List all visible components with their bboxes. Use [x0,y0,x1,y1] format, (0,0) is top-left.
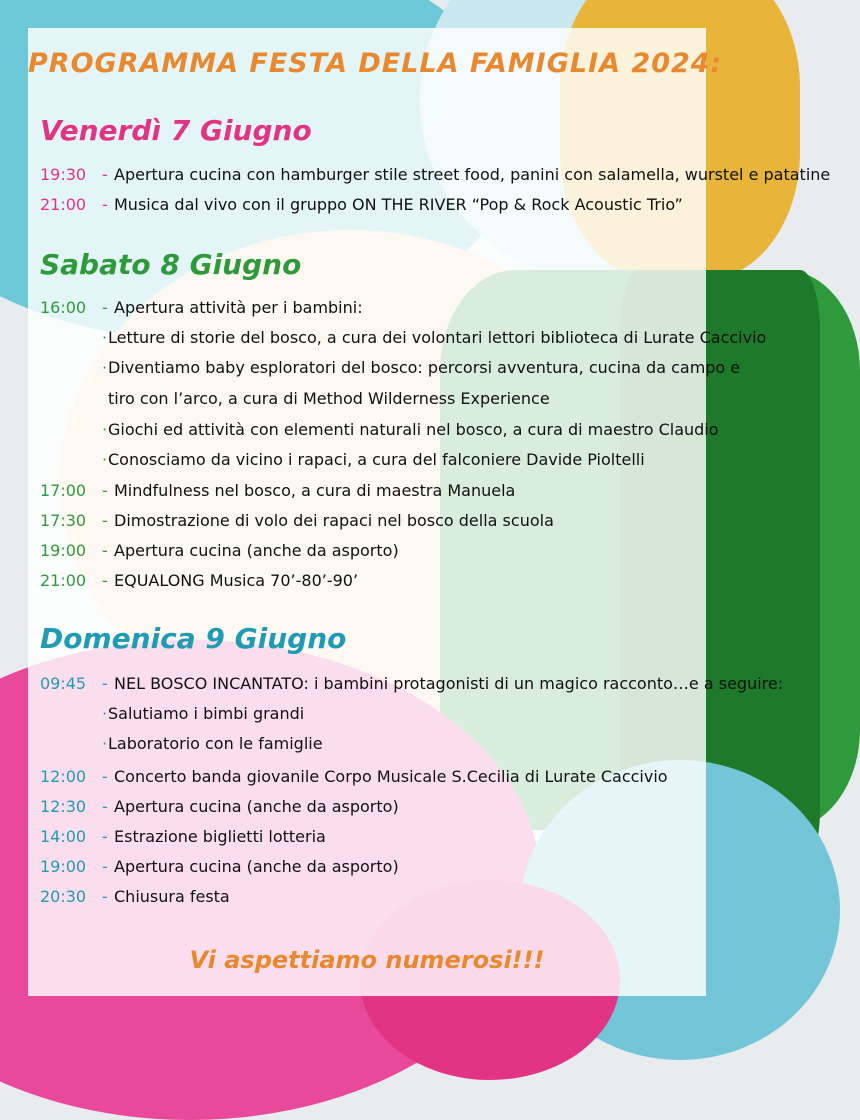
time-label: 21:00 [40,195,87,214]
schedule-row [40,887,230,907]
dash-separator: - [102,887,108,906]
dash-separator: - [102,827,108,846]
sub-item-text: Diventiamo baby esploratori del bosco: percorsi avventura, cucina da campo e [108,358,741,377]
event-text: Apertura cucina (anche da asporto) [114,797,399,816]
sub-item-text: Giochi ed attività con elementi naturali nel bosco, a cura di maestro Claudio [108,420,719,439]
sub-item [102,450,645,470]
sub-item-text: Conosciamo da vicino i rapaci, a cura del falconiere Davide Pioltelli [108,450,645,469]
bullet: · [102,328,108,347]
schedule-row [40,797,399,817]
schedule-row [40,767,668,787]
time-label: 17:30 [40,511,87,530]
page-title: PROGRAMMA FESTA DELLA FAMIGLIA 2024: [28,48,723,79]
time-label: 12:00 [40,767,87,786]
schedule-row [40,298,363,318]
dash-separator: - [102,674,108,693]
sub-item-text: Letture di storie del bosco, a cura dei volontari lettori biblioteca di Lurate Caccivio [108,328,767,347]
dash-separator: - [102,165,108,184]
day-heading-saturday: Sabato 8 Giugno [40,248,302,281]
dash-separator: - [102,298,108,317]
event-text: Mindfulness nel bosco, a cura di maestra Manuela [114,481,516,500]
time-label: 09:45 [40,674,87,693]
time-label: 12:30 [40,797,87,816]
time-label: 21:00 [40,571,87,590]
sub-item-text: Salutiamo i bimbi grandi [108,704,305,723]
dash-separator: - [102,481,108,500]
sub-item [102,328,766,348]
event-text: Apertura cucina con hamburger stile street food, panini con salamella, wurstel e patatine [114,165,831,184]
closing-message: Vi aspettiamo numerosi!!! [189,946,545,974]
schedule-row [40,541,399,561]
sub-item [102,358,740,378]
bullet: · [102,704,108,723]
bullet: · [102,420,108,439]
sub-item-continuation: tiro con l’arco, a cura di Method Wilderness Experience [108,389,550,408]
event-text: Apertura cucina (anche da asporto) [114,541,399,560]
sub-item [102,734,323,754]
dash-separator: - [102,511,108,530]
event-text: Dimostrazione di volo dei rapaci nel bosco della scuola [114,511,554,530]
dash-separator: - [102,541,108,560]
event-text: Chiusura festa [114,887,230,906]
event-text: NEL BOSCO INCANTATO: i bambini protagonisti di un magico racconto…e a seguire: [114,674,784,693]
time-label: 14:00 [40,827,87,846]
schedule-row [40,571,358,591]
schedule-row [40,857,399,877]
event-text: Apertura cucina (anche da asporto) [114,857,399,876]
bullet: · [102,358,108,377]
dash-separator: - [102,571,108,590]
time-label: 19:00 [40,541,87,560]
sub-item [102,420,719,440]
schedule-row [40,674,783,694]
schedule-row [40,195,683,215]
time-label: 19:30 [40,165,87,184]
dash-separator: - [102,797,108,816]
dash-separator: - [102,195,108,214]
time-label: 16:00 [40,298,87,317]
event-text: Apertura attività per i bambini: [114,298,363,317]
time-label: 17:00 [40,481,87,500]
bullet: · [102,450,108,469]
bullet: · [102,734,108,753]
sub-item [102,704,304,724]
schedule-row [40,827,326,847]
time-label: 19:00 [40,857,87,876]
event-text: Estrazione biglietti lotteria [114,827,326,846]
event-text: Concerto banda giovanile Corpo Musicale S.Cecilia di Lurate Caccivio [114,767,668,786]
event-text: EQUALONG Musica 70’-80’-90’ [114,571,359,590]
time-label: 20:30 [40,887,87,906]
sub-item-text: Laboratorio con le famiglie [108,734,323,753]
dash-separator: - [102,767,108,786]
day-heading-friday: Venerdì 7 Giugno [40,114,312,147]
schedule-row [40,165,830,185]
dash-separator: - [102,857,108,876]
schedule-row [40,511,554,531]
event-text: Musica dal vivo con il gruppo ON THE RIVER “Pop & Rock Acoustic Trio” [114,195,683,214]
day-heading-sunday: Domenica 9 Giugno [40,622,347,655]
schedule-row [40,481,515,501]
